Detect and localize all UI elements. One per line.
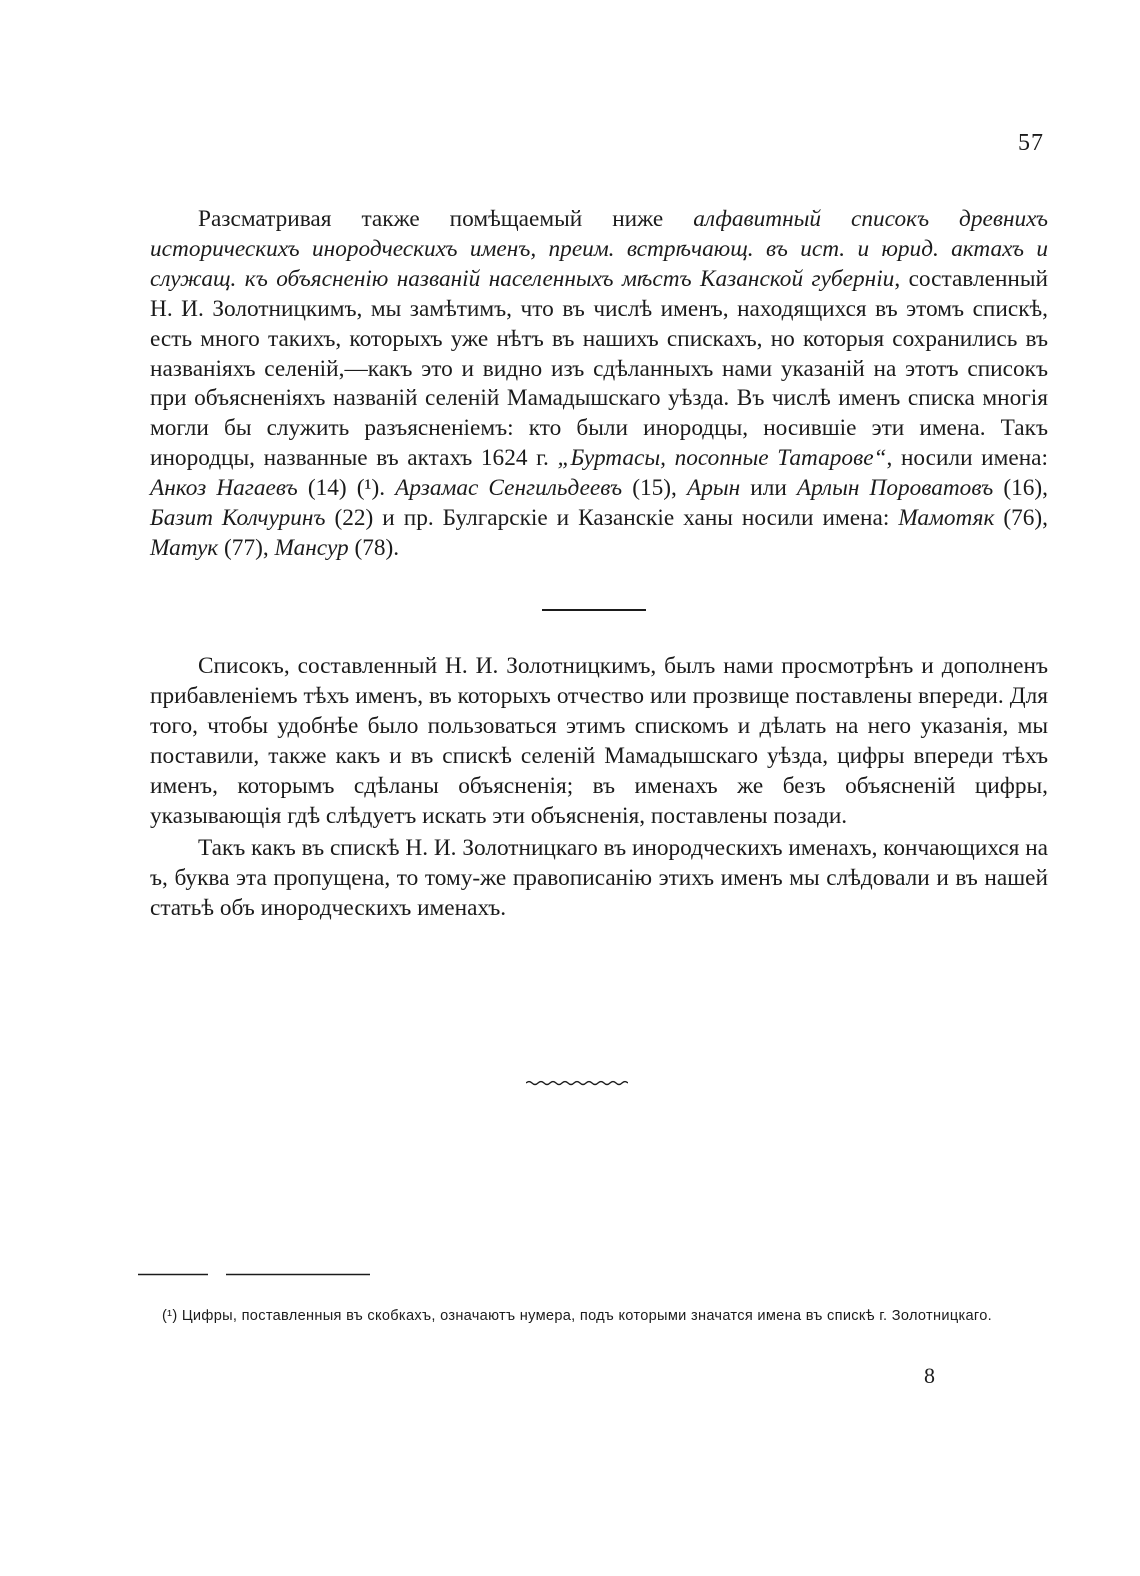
- paragraph-2: Списокъ, составленный Н. И. Золотницкимъ, былъ нами просмотрѣнъ и дополненъ прибавленіемъ тѣхъ именъ, въ которыхъ отчество или прозвище поставлены впереди. Для того, чтобы удобнѣе было пользоваться этимъ спискомъ и дѣлать на него указанія, мы поставили, также какъ и въ спискѣ селеній Мамадышскаго уѣзда, цифры впереди тѣхъ именъ, которымъ сдѣланы объясненія; въ именахъ же безъ объясненій цифры, указывающія гдѣ слѣдуетъ искать эти объясненія, поставлены позади.: [150, 653, 1048, 829]
- paragraph-1-text-d: (14) (¹).: [297, 475, 396, 502]
- paragraph-1-italic-title: алфавитный списокъ древнихъ историческихъ инородческихъ именъ, преим. встрѣчающ. въ ист. и юрид. актахъ и служащ. къ объясненію названій населенныхъ мѣстъ Казанской губерніи: [150, 206, 1048, 292]
- paragraph-1-name-2: Арзамас Сенгильдеевъ: [395, 475, 623, 502]
- paragraph-1-name-3: Арын: [686, 475, 741, 502]
- paragraph-1-text-a: Разсматривая также помѣщаемый ниже: [198, 206, 694, 232]
- paragraph-1-name-4: Арлын Пороватовъ: [796, 475, 994, 502]
- paragraph-1-text-g: (16),: [993, 475, 1048, 502]
- paragraph-1-text-h: (22) и пр. Булгарскіе и Казанскіе ханы носили имена:: [325, 505, 899, 532]
- printer-signature-mark: 8: [924, 1363, 935, 1388]
- paragraph-1-text-c: , носили имена:: [886, 445, 1048, 472]
- paragraph-1-text-k: (78).: [348, 534, 400, 561]
- wavy-ornament-rule: [526, 1079, 628, 1087]
- paragraph-1-italic-b: „Буртасы, посопные Татарове“: [557, 445, 887, 472]
- paragraph-1-name-5: Базит Колчуринъ: [150, 505, 326, 532]
- main-text-section-2: [150, 652, 1048, 924]
- paragraph-1-text-f: или: [740, 475, 797, 502]
- paragraph-1-text-b: , составленный Н. И. Золотницкимъ, мы замѣтимъ, что въ числѣ именъ, находящихся въ этомъ спискѣ, есть много такихъ, которыхъ уже нѣтъ въ нашихъ спискахъ, но которыя сохранились въ названіяхъ селеній,—какъ это и видно изъ сдѣланныхъ нами указаній на этотъ списокъ при объясненіяхъ названій селеній Мамадышскаго уѣзда. Въ числѣ именъ списка многія могли бы служить разъясненіемъ: кто были инородцы, носившіе эти имена. Такъ инородцы, названные въ актахъ 1624 г.: [150, 265, 1048, 472]
- page-number: 57: [1018, 130, 1044, 156]
- section-divider-rule: [542, 609, 646, 611]
- paragraph-1-name-6: Мамотяк: [898, 505, 995, 532]
- paragraph-1-name-8: Мансур: [274, 534, 349, 561]
- paragraph-1: [150, 205, 1048, 564]
- footnote: (¹) Цифры, поставленныя въ скобкахъ, означаютъ нумера, подъ которыми значатся имена въ спискѣ г. Золотницкаго.: [162, 1308, 992, 1324]
- main-text-section-1: [150, 205, 1048, 564]
- paragraph-1-text-e: (15),: [622, 475, 687, 502]
- paragraph-1-name-1: Анкоз Нагаевъ: [150, 475, 298, 502]
- paragraph-1-name-7: Матук: [150, 534, 219, 561]
- footnote-separator-rule: [138, 1273, 370, 1276]
- paragraph-1-text-j: (77),: [218, 534, 275, 561]
- paragraph-1-text-i: (76),: [994, 505, 1049, 532]
- paragraph-3: Такъ какъ въ спискѣ Н. И. Золотницкаго въ инородческихъ именахъ, кончающихся на ъ, буква эта пропущена, то тому-же правописанію этихъ именъ мы слѣдовали и въ нашей статьѣ объ инородческихъ именахъ.: [150, 835, 1048, 922]
